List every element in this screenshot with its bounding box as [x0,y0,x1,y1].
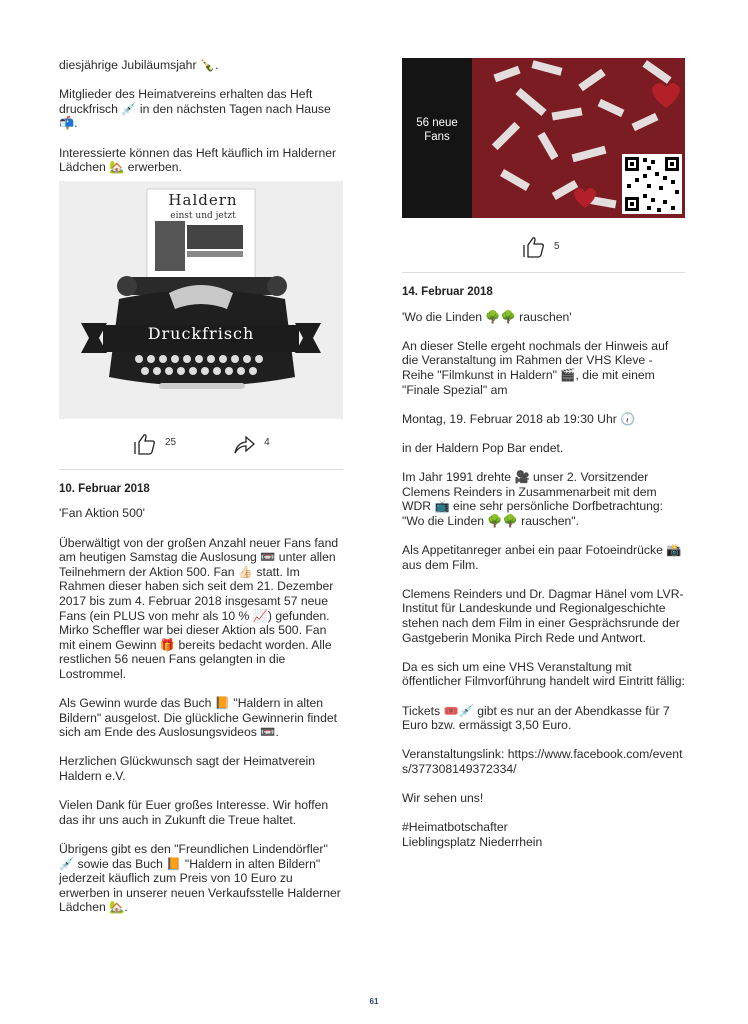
right-column [402,58,685,864]
post-paragraph: 'Fan Aktion 500' [59,506,145,521]
post-paragraph: Im Jahr 1991 drehte 🎥 unser 2. Vorsitzender Clemens Reinders in Zusammenarbeit mit dem WDR 📺 eine sehr persönliche Dorfbetrachtung: "Wo die Linden 🌳🌳 rauschen". [402,470,664,528]
thumbs-up-icon [522,235,546,259]
paper-subtitle: einst und jetzt [170,210,236,221]
likes-stat[interactable] [133,432,176,456]
paper-title: Haldern [168,190,238,209]
post-paragraph: Da es sich um eine VHS Veranstaltung mit öffentlicher Filmvorführung handelt wird Eintritt fällig: [402,659,685,689]
post-divider [59,469,343,470]
post-paragraph: Clemens Reinders und Dr. Dagmar Hänel vom LVR-Institut für Landeskunde und Regionalgeschichte stehen nach dem Film in einer Gesprächsrunde der Gastgeberin Monika Pirch Rede und Antwort. [402,586,684,645]
likes-count: 25 [165,437,177,449]
shares-count: 4 [264,437,270,449]
likes-count: 5 [554,240,560,252]
intro-text-2: Mitglieder des Heimatvereins erhalten das Heft druckfrisch 💉 in den nächsten Tagen nach Hause 📬. [59,87,331,131]
fans-photo[interactable] [402,58,685,218]
post-paragraph: Überwältigt von der großen Anzahl neuer Fans fand am heutigen Samstag die Auslosung 📼 unter allen Teilnehmern der Aktion 500. Fan 👍🏻 statt. Im Rahmen dieser haben sich seit dem 21. Dezember 2017 bis zum 4. Februar 2018 insgesamt 57 neue Fans (ein PLUS von mehr als 10 % 📈) gefunden. Mirko Scheffler war bei dieser Aktion als 500. Fan mit einem Gewinn 🎁 bereits bedacht worden. Alle restlichen 56 neuen Fans gelangten in die Lostrommel. [59,535,339,681]
post-14-feb [402,285,685,850]
photo-caption: 56 neue Fans [416,117,458,143]
post-paragraph: Tickets 🎟️💉 gibt es nur an der Abendkasse für 7 Euro bzw. ermässigt 3,50 Euro. [402,703,670,733]
post-stats [59,431,343,457]
share-arrow-icon [232,432,256,456]
intro-text-3: Interessierte können das Heft käuflich im Halderner Lädchen 🏡 erwerben. [59,145,337,175]
hashtags: #Heimatbotschafter Lieblingsplatz Niederrhein [402,820,543,849]
post-paragraph: Montag, 19. Februar 2018 ab 19:30 Uhr 🕡 [402,411,636,426]
post-date: 14. Februar 2018 [402,286,493,298]
post-paragraph: Als Appetitanreger anbei ein paar Fotoeindrücke 📸 aus dem Film. [402,543,682,572]
thumbs-up-icon [133,432,157,456]
typewriter-photo[interactable] [59,181,343,419]
post-paragraph: Herzlichen Glückwunsch sagt der Heimatverein Haldern e.V. [59,754,316,784]
post-paragraph: Vielen Dank für Euer großes Interesse. Wir hoffen das ihr uns auch in Zukunft die Treue haltet. [59,798,329,827]
post-paragraph: Als Gewinn wurde das Buch 📙 "Haldern in alten Bildern" ausgelost. Die glückliche Gewinnerin findet sich am Ende des Auslosungsvideos 📼. [59,696,338,740]
post-paragraph: Wir sehen uns! [402,791,484,806]
post-divider [402,272,685,273]
left-column [59,58,343,930]
likes-stat[interactable] [522,235,560,259]
post-10-feb [59,482,343,915]
intro-text-1: diesjährige Jubiläumsjahr 🍾. [59,58,219,72]
post-paragraph: An dieser Stelle ergeht nochmals der Hinweis auf die Veranstaltung im Rahmen der VHS Kleve - Reihe "Filmkunst in Haldern" 🎬, die mit einem "Finale Spezial" am [402,338,669,397]
post-paragraph: Übrigens gibt es den "Freundlichen Lindendörfler" 💉 sowie das Buch 📙 "Haldern in alten Bildern" jederzeit käuflich zum Preis von 10 Euro zu erwerben in unserer neuen Verkaufsstelle Halderner Lädchen 🏡. [59,842,341,915]
post-paragraph: in der Haldern Pop Bar endet. [402,440,564,455]
page-number: 61 [369,997,379,1006]
banner-text: Druckfrisch [147,323,255,343]
event-link[interactable]: Veranstaltungslink: https://www.facebook.com/events/377308149372334/ [402,747,683,776]
shares-stat[interactable] [232,432,270,456]
post-stats [402,234,685,260]
post-paragraph: 'Wo die Linden 🌳🌳 rauschen' [402,309,572,324]
post-date: 10. Februar 2018 [59,482,150,495]
